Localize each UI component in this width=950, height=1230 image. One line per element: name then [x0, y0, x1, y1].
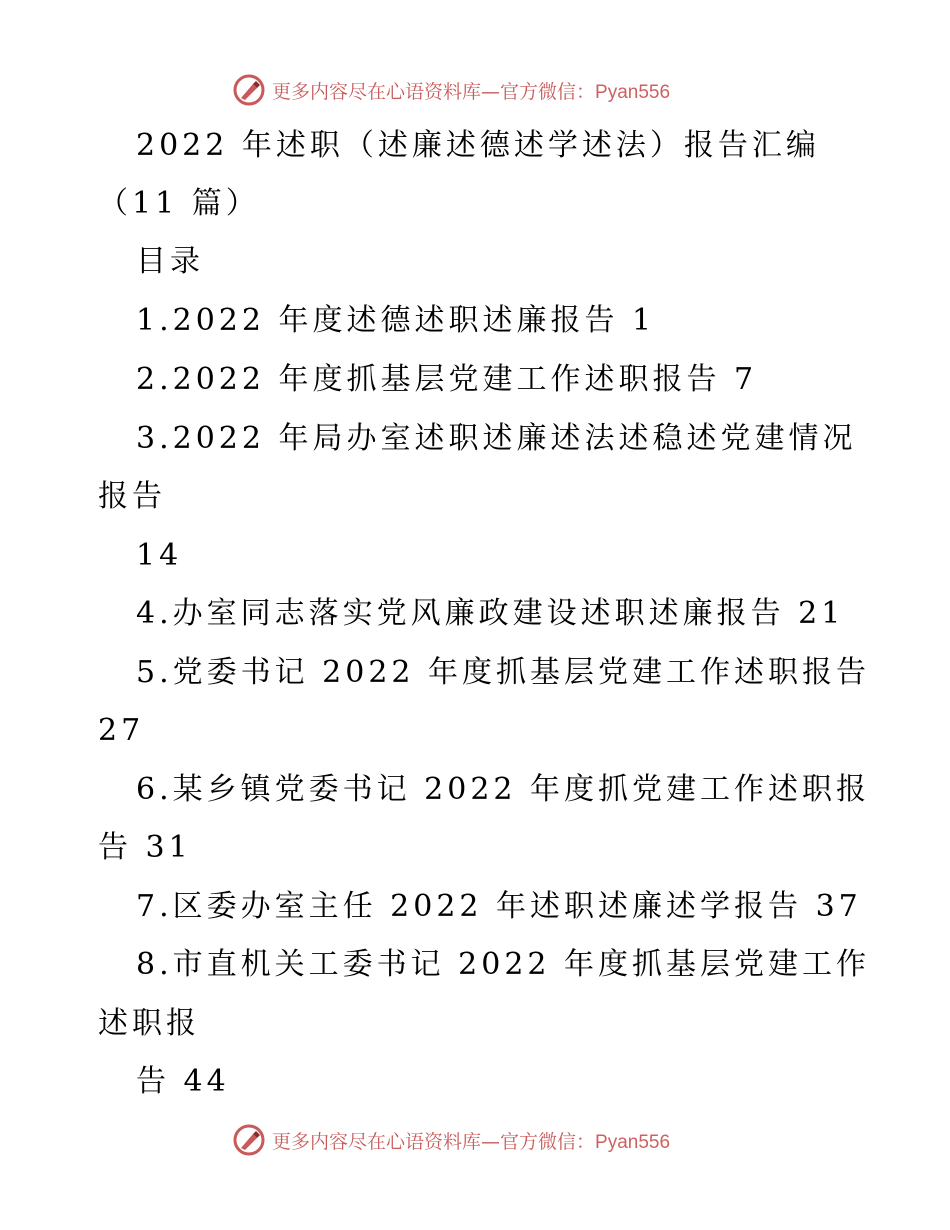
- toc-entry: 4.办室同志落实党风廉政建设述职述廉报告 21: [136, 596, 845, 631]
- toc-entry-page: 14: [136, 538, 183, 573]
- toc-entry: 5.党委书记 2022 年度抓基层党建工作述职报告: [136, 655, 871, 690]
- toc-entry: 2.2022 年度抓基层党建工作述职报告 7: [136, 362, 758, 397]
- pen-nib-icon: [232, 1123, 266, 1157]
- toc-entry-page: 27: [98, 713, 145, 748]
- watermark-text-cn: 更多内容尽在心语资料库—官方微信：: [272, 80, 596, 103]
- toc-entry-continuation: 述职报: [98, 1006, 200, 1041]
- toc-entry: 7.区委办室主任 2022 年述职述廉述学报告 37: [136, 889, 862, 924]
- toc-heading: 目录: [136, 244, 204, 279]
- toc-entry: 3.2022 年局办室述职述廉述法述稳述党建情况: [136, 421, 857, 456]
- watermark-wechat-id: Pyan556: [595, 1131, 671, 1153]
- toc-entry: 1.2022 年度述德述职述廉报告 1: [136, 303, 656, 338]
- toc-entry-continuation: 报告: [98, 479, 166, 514]
- watermark-text-cn: 更多内容尽在心语资料库—官方微信：: [272, 1130, 596, 1153]
- toc-entry-continuation: 告 44: [136, 1064, 230, 1099]
- watermark-wechat-id: Pyan556: [595, 81, 671, 103]
- watermark-text: [272, 1127, 670, 1154]
- document-title-line2: （11 篇）: [98, 186, 260, 221]
- toc-entry-continuation: 告 31: [98, 830, 192, 865]
- footer-watermark: [232, 1122, 712, 1158]
- header-watermark: [232, 72, 712, 108]
- pen-nib-icon: [232, 73, 266, 107]
- toc-entry: 8.市直机关工委书记 2022 年度抓基层党建工作: [136, 947, 871, 982]
- toc-entry: 6.某乡镇党委书记 2022 年度抓党建工作述职报: [136, 772, 871, 807]
- document-title-line1: 2022 年述职（述廉述德述学述法）报告汇编: [136, 128, 820, 163]
- watermark-text: [272, 77, 670, 104]
